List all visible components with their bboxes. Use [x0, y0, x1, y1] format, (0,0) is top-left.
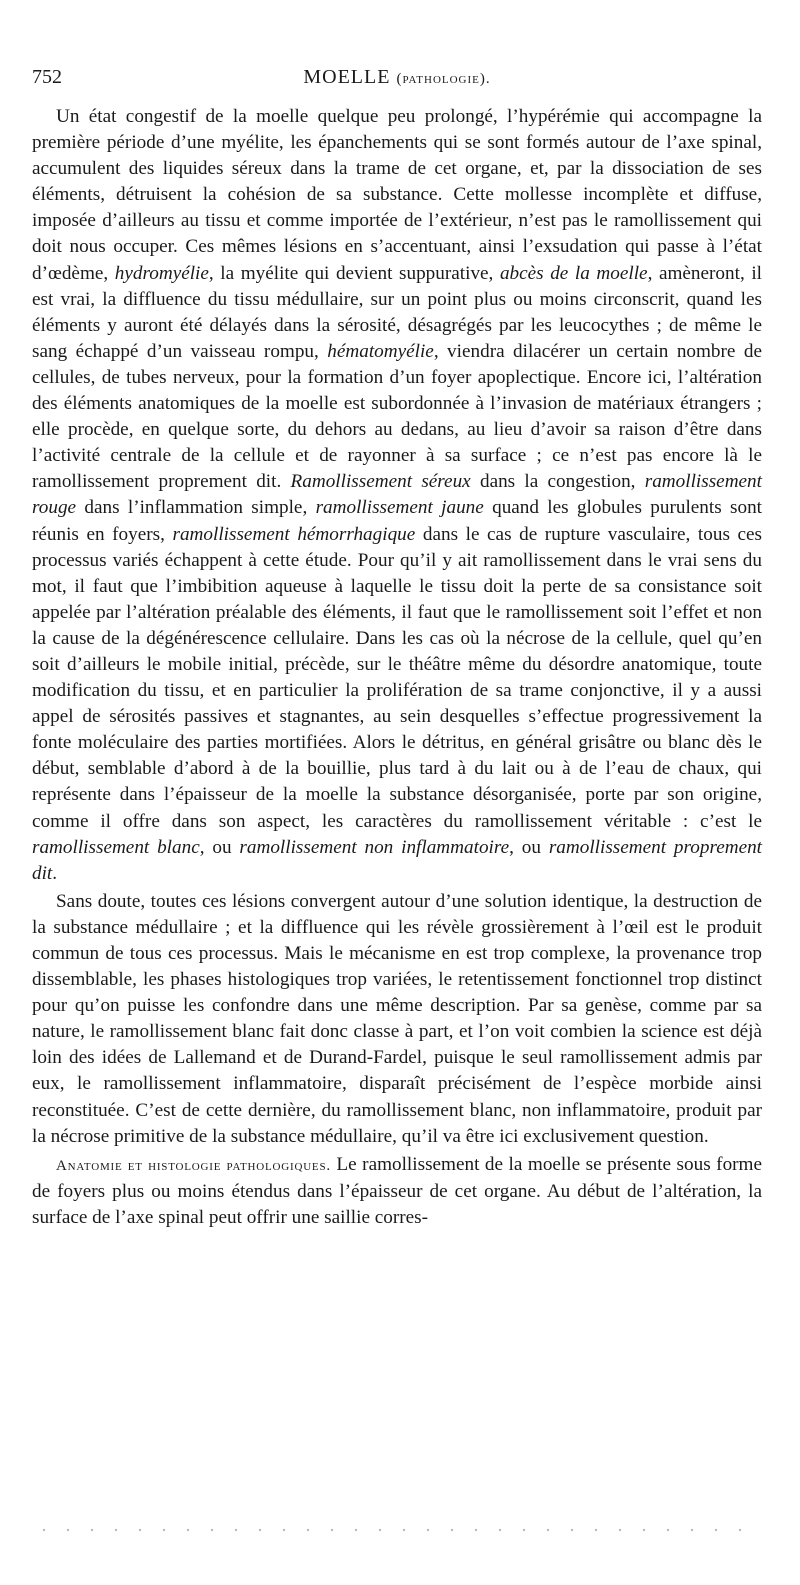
italic-term: ramollissement jaune [315, 497, 484, 519]
body-text [32, 104, 762, 1231]
running-header [32, 66, 762, 96]
italic-term: ramollissement non inflammatoire [239, 836, 510, 858]
bottom-speckle [32, 1528, 762, 1532]
italic-term: hématomyélie [327, 340, 434, 362]
text-run: , ou [199, 836, 240, 858]
text-run: Sans doute, toutes ces lésions convergent autour d’une solution identique, la destruction de la substance médullaire ; et la diffluence qui les révèle grossièrement à l’œil est le produit commun de tous ces processus. Mais le mécanisme en est trop complexe, la provenance trop dissemblable, les phases histologiques trop variées, le retentissement fonctionnel trop distinct pour qu’on puisse les confondre dans une même description. Par sa genèse, comme par sa nature, le ramollissement blanc fait donc classe à part, et l’on voit combien la science est déjà loin des idées de Lallemand et de Durand-Fardel, puisque le seul ramollissement admis par eux, le ramollissement inflammatoire, disparaît précisément de l’espèce morbide ainsi reconstituée. C’est de cette dernière, du ramollissement blanc, non inflammatoire, produit par la nécrose primitive de la substance médullaire, qu’il va être ici exclusivement question. [32, 890, 762, 1147]
text-run: , la myélite qui devient suppurative, [208, 262, 500, 284]
italic-term: ramollissement hémorrhagique [172, 523, 416, 545]
text-run: dans le cas de rupture vasculaire, tous ces processus variés échappent à cette étude. Pour qu’il y ait ramollissement dans le vrai sens du mot, il faut que l’imbibition aqueuse à laquelle le tissu doit la perte de sa consistance soit appelée par l’altération préalable des éléments, il faut que le ramollissement soit l’effet et non la cause de la dégénérescence cellulaire. Dans les cas où la nécrose de la cellule, quel qu’en soit d’ailleurs le mobile initial, précède, sur le théâtre même du désordre anatomique, toute modification du tissu, et en particulier la prolifération de sa trame conjonctive, il y a aussi appel de sérosités passives et stagnantes, au sein desquelles s’effectue progressivement la fonte moléculaire des parties mortifiées. Alors le détritus, en général grisâtre ou blanc dès le début, semblable d’abord à de la bouillie, plus tard à du lait ou à de l’eau de chaux, qui représente dans l’épaisseur de la moelle la substance désorganisée, porte par son origine, comme il offre dans son aspect, les caractères du ramollissement véritable : c’est le [32, 523, 762, 832]
text-run: Un état congestif de la moelle quelque peu prolongé, l’hypérémie qui accompagne la première période d’une myélite, les épanchements qui se sont formés autour de l’axe spinal, accumulent des liquides séreux dans la trame de cet organe, et, par la dissociation de ses éléments, détruisent la cohésion de sa substance. Cette mollesse incomplète et diffuse, imposée d’ailleurs au tissu et comme importée de l’extérieur, n’est pas le ramollissement qui doit nous occuper. Ces mêmes lésions en s’accentuant, ainsi l’exsudation qui passe à l’état d’œdème, [32, 106, 762, 284]
running-title [32, 66, 762, 89]
text-run: quand les globules purulents sont réunis en foyers, [32, 497, 762, 545]
running-title-main: MOELLE [303, 66, 391, 88]
italic-term: hydromyélie [114, 262, 209, 284]
italic-term: ramollissement blanc [32, 836, 200, 858]
text-run: dans la congestion, [470, 471, 645, 493]
text-run: , amèneront, il est vrai, la diffluence du tissu médullaire, sur un point plus ou moins circonscrit, quand les éléments y auront été délayés dans la sérosité, désagrégés par les leucocythes ; de même le sang échappé d’un vaisseau rompu, [32, 262, 762, 362]
italic-term: abcès de la moelle [499, 262, 648, 284]
text-run: . [52, 862, 58, 884]
italic-term: ramollissement rouge [32, 471, 762, 519]
italic-term: ramollissement proprement dit [32, 836, 763, 884]
section-heading: Anatomie et histologie pathologiques. [56, 1157, 331, 1174]
running-title-sub: (pathologie). [396, 71, 491, 87]
text-run: Le ramollissement de la moelle se présente sous forme de foyers plus ou moins étendus dans l’épaisseur de cet organe. Au début de l’altération, la surface de l’axe spinal peut offrir une saillie corres- [32, 1153, 762, 1228]
page-number: 752 [32, 66, 62, 88]
text-run: dans l’inflammation simple, [76, 497, 316, 519]
paragraph [32, 1152, 762, 1231]
paragraph [32, 104, 762, 887]
italic-term: Ramollissement séreux [290, 471, 471, 493]
text-run: , ou [509, 836, 549, 858]
paragraph [32, 889, 762, 1150]
text-run: , viendra dilacérer un certain nombre de cellules, de tubes nerveux, pour la formation d’un foyer apoplectique. Encore ici, l’altération des éléments anatomiques de la moelle est subordonnée à l’invasion de matériaux étrangers ; elle procède, en quelque sorte, du dehors au dedans, au lieu d’avoir sa raison d’être dans l’activité centrale de la cellule et de rayonner à sa surface ; ce n’est pas encore là le ramollissement proprement dit. [32, 340, 762, 493]
